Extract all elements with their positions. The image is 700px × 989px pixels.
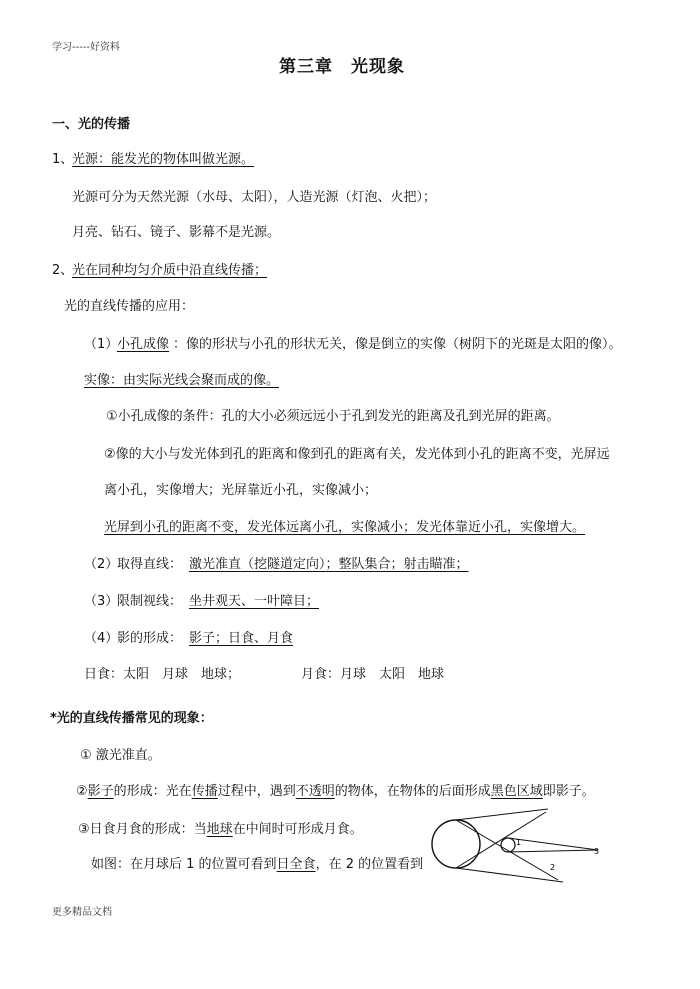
item-2-rule: 光在同种均匀介质中沿直线传播； — [72, 263, 268, 278]
lunar-eclipse-order: 月食：月球 太阳 地球 — [301, 667, 445, 682]
page-title: 第三章 光现象 — [279, 57, 405, 77]
section-heading-propagation: 一、光的传播 — [52, 117, 131, 132]
pinhole-term: 小孔成像 — [117, 337, 170, 352]
phenomenon-2-text-c: 的物体，在物体的后面形成 — [334, 784, 491, 799]
phenomenon-4-text-b: ，在 2 的位置看到 — [315, 857, 424, 872]
phenomenon-4-text-a: 如图：在月球后 1 的位置可看到 — [91, 857, 277, 872]
app-2-text: 激光准直（挖隧道定向）；整队集合；射击瞄准； — [189, 557, 469, 572]
item-1-number: 1、 — [52, 152, 74, 167]
app-3-label: 限制视线： — [117, 594, 183, 609]
phenomenon-3 — [78, 822, 363, 838]
app-2-number: （2） — [84, 557, 119, 572]
phenomenon-3-text-a: ③日食月食的形成：当 — [78, 822, 207, 837]
section-heading-phenomena: *光的直线传播常见的现象： — [50, 711, 213, 726]
phenomenon-3-text-b: 在中间时可形成月食。 — [232, 822, 363, 837]
phenomenon-2-term-shadow: 影子 — [87, 784, 114, 799]
app-4-number: （4） — [84, 631, 119, 646]
footer-note: 更多精品文档 — [52, 907, 112, 918]
diagram-label-1: 1 — [516, 838, 522, 847]
eclipse-diagram — [428, 804, 618, 894]
pinhole-condition-2a: ②像的大小与发光体到孔的距离和像到孔的距离有关，发光体到小孔的距离不变，光屏远 — [104, 447, 610, 462]
ray-umbra-top — [508, 838, 598, 850]
pinhole-number: （1） — [84, 337, 119, 352]
phenomenon-2-text-d: 即影子。 — [542, 784, 595, 799]
light-source-types: 光源可分为天然光源（水母、太阳），人造光源（灯泡、火把）； — [72, 190, 437, 205]
phenomenon-2-marker: ② — [76, 784, 88, 799]
phenomenon-2-text-b: 过程中，遇到 — [217, 784, 296, 799]
diagram-label-2: 2 — [550, 863, 556, 872]
real-image-definition: 实像：由实际光线会聚而成的像。 — [84, 373, 280, 388]
ray-cross-down — [456, 820, 558, 880]
phenomenon-2-text-a: 的形成：光在 — [113, 784, 192, 799]
app-4-label: 影的形成： — [117, 631, 183, 646]
moon-circle — [501, 838, 515, 852]
phenomenon-3-term-earth: 地球 — [206, 822, 233, 837]
non-light-sources: 月亮、钻石、镜子、影幕不是光源。 — [72, 225, 281, 240]
phenomenon-2 — [76, 784, 595, 800]
solar-eclipse-order: 日食：太阳 月球 地球； — [84, 667, 241, 682]
diagram-label-3: 3 — [594, 847, 600, 856]
app-4-text: 影子；日食、月食 — [189, 631, 294, 646]
phenomenon-4 — [91, 857, 423, 873]
ray-cross-up — [456, 812, 546, 868]
phenomenon-1: ① 激光准直。 — [80, 748, 161, 763]
pinhole-condition-2c: 光屏到小孔的距离不变，发光体远离小孔，实像减小；发光体靠近小孔，实像增大。 — [104, 520, 586, 535]
pinhole-text: ：像的形状与小孔的形状无关，像是倒立的实像（树阴下的光斑是太阳的像）。 — [173, 337, 622, 352]
phenomenon-2-term-propagation: 传播 — [191, 784, 218, 799]
item-2-number: 2、 — [52, 263, 74, 278]
header-note: 学习-----好资料 — [52, 42, 121, 53]
app-2-label: 取得直线： — [117, 557, 183, 572]
app-3-number: （3） — [84, 594, 119, 609]
item-1-definition: 光源：能发光的物体叫做光源。 — [72, 152, 255, 167]
pinhole-condition-2b: 离小孔，实像增大；光屏靠近小孔，实像减小； — [104, 483, 378, 498]
ray-upper-outer — [456, 809, 548, 820]
phenomenon-4-term-total-solar: 日全食 — [276, 857, 316, 872]
phenomenon-2-term-dark-region: 黑色区域 — [490, 784, 543, 799]
sun-circle — [432, 820, 480, 868]
ray-lower-outer — [456, 868, 563, 882]
app-3-text: 坐井观天、一叶障目； — [189, 594, 320, 609]
phenomenon-2-term-opaque: 不透明 — [295, 784, 335, 799]
ray-umbra-bottom — [508, 850, 598, 852]
applications-heading: 光的直线传播的应用： — [64, 299, 195, 314]
pinhole-condition-1: ①小孔成像的条件：孔的大小必须远远小于孔到发光的距离及孔到光屏的距离。 — [106, 409, 560, 424]
